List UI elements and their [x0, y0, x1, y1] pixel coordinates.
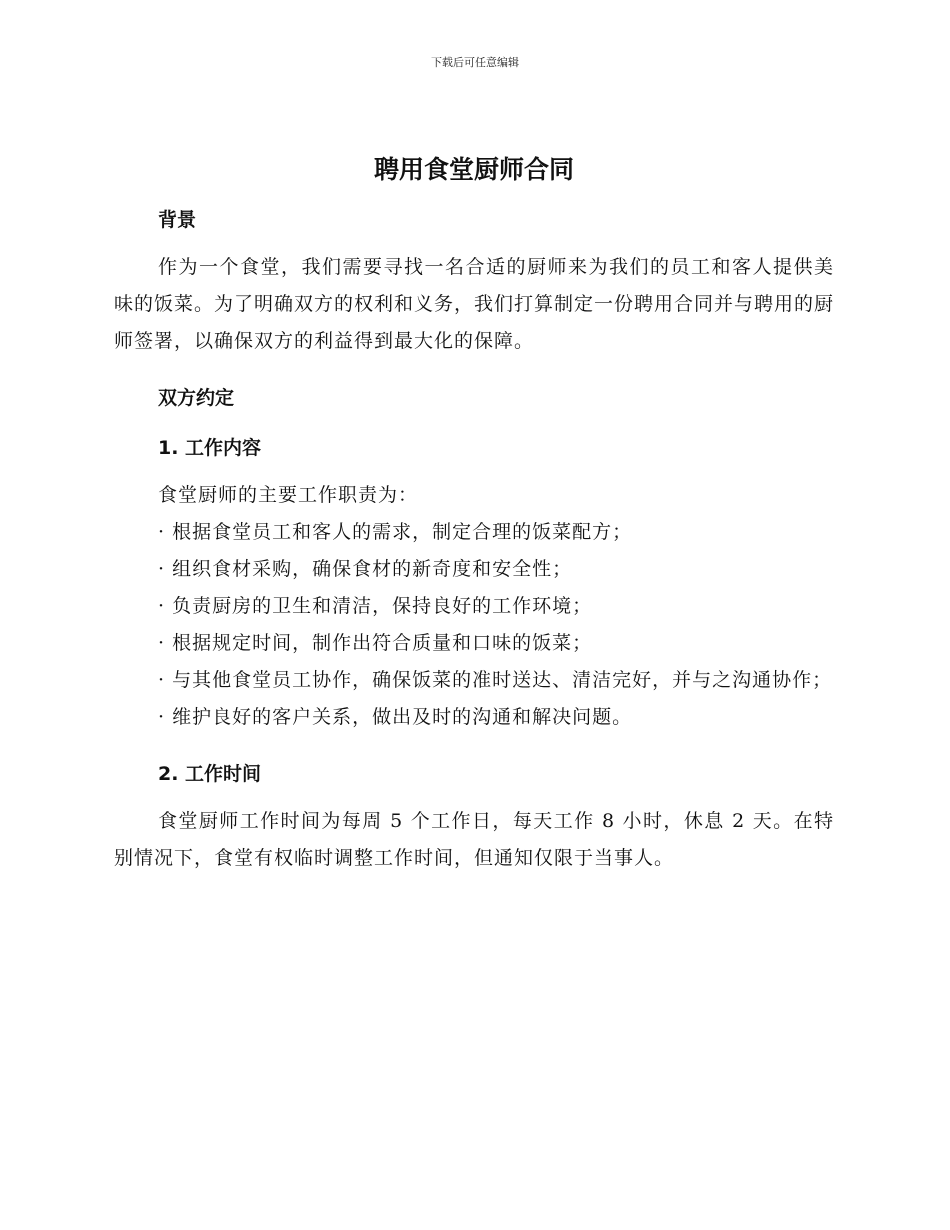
document-title: 聘用食堂厨师合同 — [373, 155, 574, 184]
heading-background: 背景 — [158, 209, 197, 231]
heading-work-hours: 2. 工作时间 — [158, 763, 262, 785]
heading-agreement: 双方约定 — [158, 387, 235, 409]
paragraph-work-content-intro: 食堂厨师的主要工作职责为： — [158, 484, 419, 506]
document-body — [114, 150, 834, 877]
paragraph-work-hours: 食堂厨师工作时间为每周 5 个工作日，每天工作 8 小时，休息 2 天。在特别情况下，食堂有权临时调整工作时间，但通知仅限于当事人。 — [114, 810, 834, 869]
list-item: · 根据规定时间，制作出符合质量和口味的饭菜； — [158, 632, 593, 654]
list-item: · 负责厨房的卫生和清洁，保持良好的工作环境； — [158, 595, 593, 617]
list-item: · 组织食材采购，确保食材的新奇度和安全性； — [158, 558, 573, 580]
heading-work-content: 1. 工作内容 — [158, 437, 262, 459]
list-item: · 维护良好的客户关系，做出及时的沟通和解决问题。 — [158, 706, 633, 728]
list-item: · 根据食堂员工和客人的需求，制定合理的饭菜配方； — [158, 521, 633, 543]
list-item: · 与其他食堂员工协作，确保饭菜的准时送达、清洁完好，并与之沟通协作； — [158, 669, 833, 691]
header-note: 下载后可任意编辑 — [431, 56, 519, 69]
paragraph-background: 作为一个食堂，我们需要寻找一名合适的厨师来为我们的员工和客人提供美味的饭菜。为了明确双方的权利和义务，我们打算制定一份聘用合同并与聘用的厨师签署，以确保双方的利益得到最大化的保障。 — [114, 256, 835, 352]
